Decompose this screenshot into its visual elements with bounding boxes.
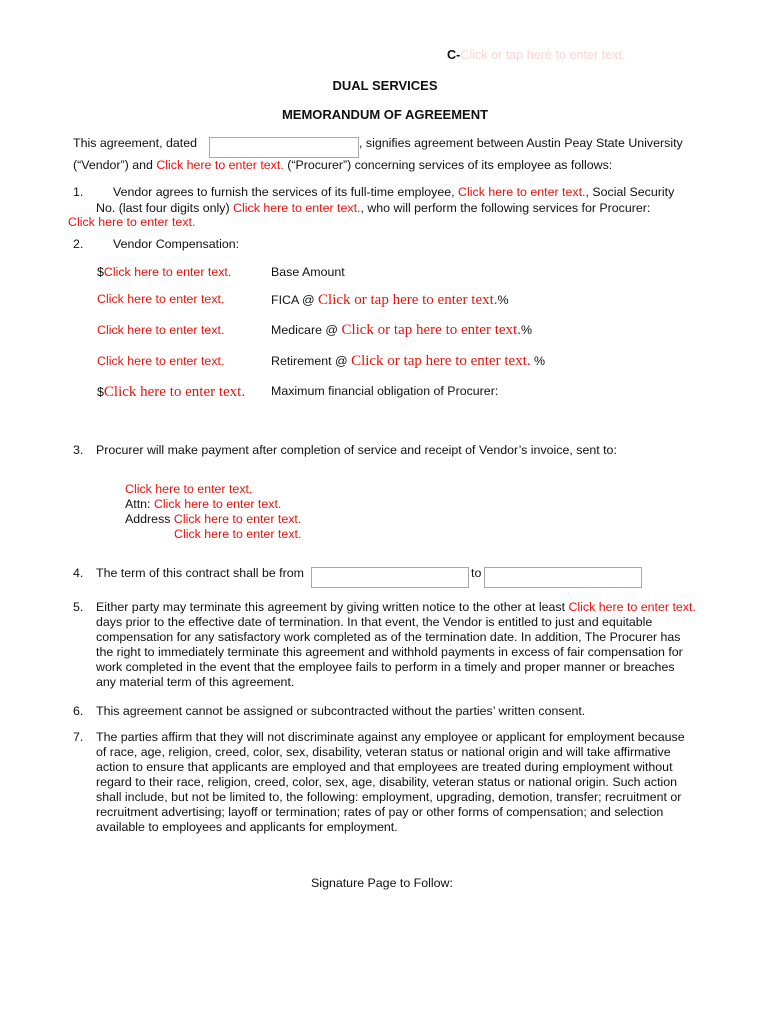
item3-number: 3. (73, 443, 84, 457)
header-code-prefix: C- (447, 48, 461, 62)
comp-label-base: Base Amount (271, 265, 345, 279)
retirement-amount-field[interactable]: Click here to enter text. (97, 354, 225, 368)
address-line: Address Click here to enter text. (125, 512, 302, 526)
max-obligation-field[interactable]: Click here to enter text. (103, 384, 246, 400)
signature-note: Signature Page to Follow: (311, 876, 453, 890)
header-code-field[interactable]: Click or tap here to enter text. (460, 48, 626, 62)
item1-line1: Vendor agrees to furnish the services of its full-time employee, Click here to enter text., Social Security (113, 185, 675, 199)
item1-number: 1. (73, 185, 84, 199)
fica-amount-field[interactable]: Click here to enter text. (97, 292, 225, 306)
item1-line2: No. (last four digits only) Click here to enter text., who will perform the following services for Procurer: (96, 201, 651, 215)
document-title: DUAL SERVICES (332, 78, 438, 93)
invoice-recipient-field[interactable]: Click here to enter text. (125, 482, 253, 496)
comp-row-max: $Click here to enter text. (97, 384, 246, 400)
address-field[interactable]: Click here to enter text. (173, 512, 302, 526)
comp-label-retirement: Retirement @ Click or tap here to enter text. % (271, 353, 546, 369)
agreement-date-field[interactable] (209, 137, 359, 158)
item5-text: Either party may terminate this agreement by giving written notice to the other at least Click here to enter text. days prior to the effective date of termination. In that event, the Vendor is entitled to just and equitable compensation for any satisfactory work completed as of the termination date. In addition, The Procurer has the right to immediately terminate this agreement and withhold payments in excess of fair compensation for work completed in the event that the employee fails to perform in a timely and proper manner or breaches any material term of this agreement. (96, 600, 696, 689)
item4-text: The term of this contract shall be from (96, 566, 304, 580)
term-end-field[interactable] (484, 567, 642, 588)
item2-number: 2. (73, 237, 84, 251)
notice-days-field[interactable]: Click here to enter text. (568, 600, 696, 614)
employee-name-field[interactable]: Click here to enter text. (458, 185, 586, 199)
attn-field[interactable]: Click here to enter text. (153, 497, 282, 511)
comp-label-fica: FICA @ Click or tap here to enter text.% (271, 292, 509, 308)
item6-text: This agreement cannot be assigned or subcontracted without the parties’ written consent. (96, 704, 586, 718)
attn-line: Attn: Click here to enter text. (125, 497, 282, 511)
item4-to: to (471, 566, 482, 580)
item2-label: Vendor Compensation: (113, 237, 240, 251)
intro-signifies-text: , signifies agreement between Austin Peay State University (359, 136, 683, 150)
item3-text: Procurer will make payment after completion of service and receipt of Vendor’s invoice, sent to: (96, 443, 617, 457)
item6-number: 6. (73, 704, 84, 718)
fica-rate-field[interactable]: Click or tap here to enter text. (318, 292, 498, 308)
comp-label-max: Maximum financial obligation of Procurer: (271, 384, 499, 398)
item5-number: 5. (73, 600, 84, 614)
item7-text: The parties affirm that they will not discriminate against any employee or applicant for employment because of race, age, religion, creed, color, sex, disability, veteran status or national origin and will take affirmative action to ensure that applicants are employed and that employees are treated during employment without regard to their race, religion, creed, color, sex, age, disability, veteran status or national origin. Such action shall include, but not be limited to, the following: employment, upgrading, demotion, transfer; recruitment or recruitment advertising; layoff or termination; rates of pay or other forms of compensation; and selection available to employees and applicants for employment. (96, 730, 685, 834)
intro-line2: (“Vendor”) and Click here to enter text. (“Procurer”) concerning services of its employee as follows: (73, 158, 613, 172)
medicare-rate-field[interactable]: Click or tap here to enter text. (341, 322, 521, 338)
retirement-rate-field[interactable]: Click or tap here to enter text. (351, 353, 531, 369)
comp-label-medicare: Medicare @ Click or tap here to enter text.% (271, 322, 532, 338)
header-code (447, 48, 626, 62)
comp-row-base: $Click here to enter text. (97, 265, 232, 279)
procurer-name-field[interactable]: Click here to enter text. (156, 158, 284, 172)
medicare-amount-field[interactable]: Click here to enter text. (97, 323, 225, 337)
item7-number: 7. (73, 730, 84, 744)
ssn-field[interactable]: Click here to enter text. (233, 201, 361, 215)
address-line2-field[interactable]: Click here to enter text. (174, 527, 302, 541)
document-subtitle: MEMORANDUM OF AGREEMENT (281, 107, 489, 122)
services-field[interactable]: Click here to enter text. (68, 215, 196, 229)
intro-dated-label: This agreement, dated (73, 136, 197, 150)
term-start-field[interactable] (311, 567, 469, 588)
base-amount-field[interactable]: Click here to enter text. (103, 265, 232, 279)
item4-number: 4. (73, 566, 84, 580)
